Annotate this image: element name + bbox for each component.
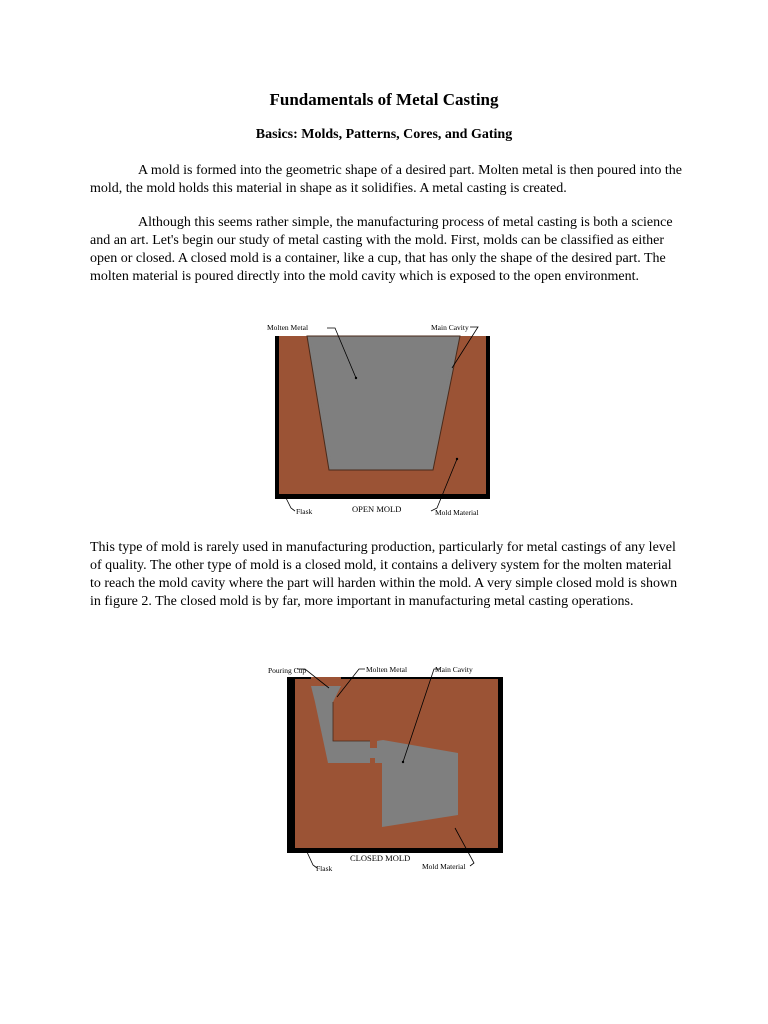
document-title: Fundamentals of Metal Casting <box>269 90 499 109</box>
open-mold-diagram <box>265 318 505 520</box>
document-subtitle: Basics: Molds, Patterns, Cores, and Gating <box>255 127 513 142</box>
paragraph-1: A mold is formed into the geometric shape of a desired part. Molten metal is then poured into the mold, the mold holds this material in shape as it solidifies. A metal casting is created. <box>90 163 682 196</box>
open-mold-figure <box>265 318 505 520</box>
paragraph-3: This type of mold is rarely used in manufacturing production, particularly for metal castings of any level of quality. The other type of mold is a closed mold, it contains a delivery system for the molten material to reach the mold cavity where the part will harden within the mold. A very simple closed mold is shown in figure 2. The closed mold is by far, more important in manufacturing metal casting operations. <box>90 540 678 609</box>
label-mold-material: Mold Material <box>435 508 479 517</box>
label-main-cavity-closed: Main Cavity <box>435 665 473 674</box>
open-molten-metal <box>311 344 455 468</box>
label-flask-closed: Flask <box>316 864 333 873</box>
label-flask: Flask <box>296 507 313 516</box>
open-mold-caption: OPEN MOLD <box>352 504 402 514</box>
label-mold-material-closed: Mold Material <box>422 862 466 871</box>
label-pouring-cup: Pouring Cup <box>268 666 307 675</box>
label-molten-metal-closed: Molten Metal <box>366 665 408 674</box>
label-main-cavity: Main Cavity <box>431 323 469 332</box>
label-molten-metal: Molten Metal <box>267 323 309 332</box>
closed-mold-diagram <box>265 645 510 885</box>
closed-mold-caption: CLOSED MOLD <box>350 853 411 863</box>
paragraph-2: Although this seems rather simple, the manufacturing process of metal casting is both a science and an art. Let's begin our study of metal casting with the mold. First, molds can be classified as either open or closed. A closed mold is a container, like a cup, that has only the shape of the desired part. The molten material is poured directly into the mold cavity which is exposed to the open environment. <box>90 215 673 284</box>
closed-mold-figure <box>265 645 510 885</box>
